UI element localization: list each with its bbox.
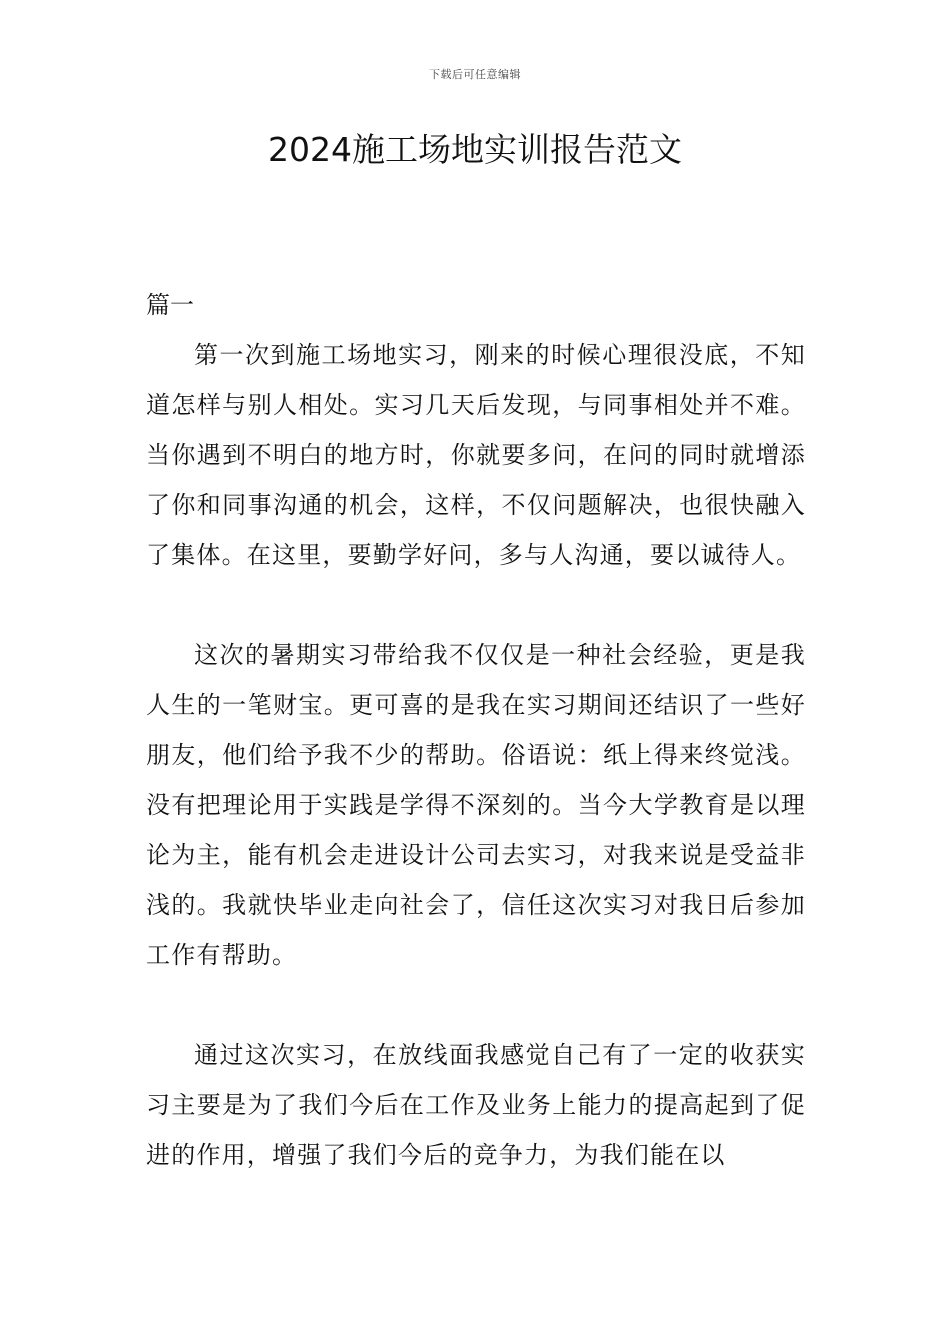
header-note: 下载后可任意编辑 bbox=[429, 68, 521, 81]
paragraph-2: 这次的暑期实习带给我不仅仅是一种社会经验，更是我人生的一笔财宝。更可喜的是我在实习期间还结识了一些好朋友，他们给予我不少的帮助。俗语说：纸上得来终觉浅。没有把理论用于实践是学得不深刻的。当今大学教育是以理论为主，能有机会走进设计公司去实习，对我来说是受益非浅的。我就快毕业走向社会了，信任这次实习对我日后参加工作有帮助。 bbox=[146, 641, 806, 969]
paragraph-1: 第一次到施工场地实习，刚来的时候心理很没底，不知道怎样与别人相处。实习几天后发现，与同事相处并不难。当你遇到不明白的地方时，你就要多问，在问的同时就增添了你和同事沟通的机会，这样，不仅问题解决，也很快融入了集体。在这里，要勤学好问，多与人沟通，要以诚待人。 bbox=[146, 341, 806, 569]
document-body bbox=[146, 280, 806, 1230]
section-label: 篇一 bbox=[146, 291, 194, 319]
paragraph-3: 通过这次实习，在放线面我感觉自己有了一定的收获实习主要是为了我们今后在工作及业务上能力的提高起到了促进的作用，增强了我们今后的竞争力，为我们能在以 bbox=[146, 1041, 806, 1169]
page-title: 2024施工场地实训报告范文 bbox=[268, 130, 682, 169]
